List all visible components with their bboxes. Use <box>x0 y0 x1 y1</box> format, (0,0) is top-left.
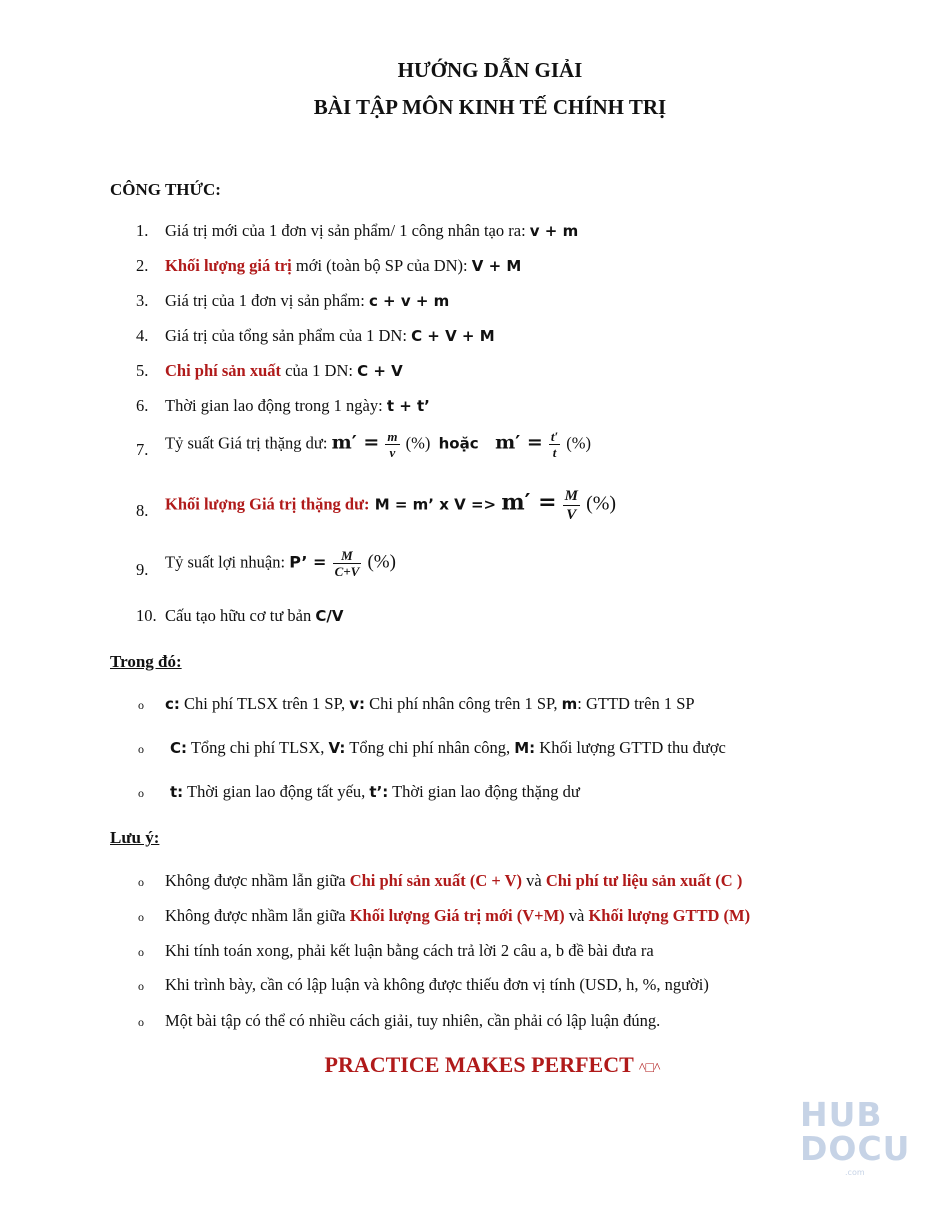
formula-math: m′ = <box>495 431 543 454</box>
formula-number: 7. <box>136 440 149 459</box>
or-label: hoặc <box>438 434 479 453</box>
formula-text: Giá trị của 1 đơn vị sản phẩm: <box>165 291 369 310</box>
formula-number: 3. <box>136 291 149 310</box>
formula-math: V + M <box>471 257 522 275</box>
formula-number: 5. <box>136 361 149 380</box>
footer-motto: PRACTICE MAKES PERFECT ^□^ <box>324 1052 661 1077</box>
formula-text: mới (toàn bộ SP của DN): <box>291 256 472 275</box>
percent: (%) <box>566 433 592 453</box>
formula-highlight: Khối lượng giá trị <box>165 256 292 275</box>
bullet-icon: o <box>138 910 144 924</box>
fraction: $\frac{m}{v}$ <box>387 429 398 460</box>
where-heading: Trong đó: <box>110 652 182 671</box>
hubdocu-logo: HUB DOCU .com <box>800 1095 911 1177</box>
formula-text: M = m’ x V => <box>369 495 502 514</box>
formula-number: 6. <box>136 396 149 415</box>
formula-number: 2. <box>136 256 149 275</box>
formula-math: C/V <box>315 607 344 625</box>
formula-number: 10. <box>136 606 157 625</box>
formula-text: Tỷ suất Giá trị thặng dư: <box>165 433 332 453</box>
title-line-2: BÀI TẬP MÔN KINH TẾ CHÍNH TRỊ <box>313 95 667 119</box>
formula-math: C + V + M <box>411 327 495 345</box>
bullet-icon: o <box>138 875 144 889</box>
formula-text: Cấu tạo hữu cơ tư bản <box>165 606 316 625</box>
formula-number: 1. <box>136 221 149 240</box>
formula-text: Tỷ suất lợi nhuận: <box>165 552 290 572</box>
bullet-icon: o <box>138 1015 144 1029</box>
notes-heading: Lưu ý: <box>110 828 160 847</box>
formula-math: P’ = <box>289 552 327 572</box>
formula-highlight: Khối lượng Giá trị thặng dư: <box>165 494 370 514</box>
formula-highlight: Chi phí sản xuất <box>165 361 282 380</box>
formula-number: 8. <box>136 501 149 520</box>
formula-text: của 1 DN: <box>281 361 358 380</box>
formula-text: Giá trị của tổng sản phẩm của 1 DN: <box>165 326 412 345</box>
formula-math: v + m <box>529 222 579 240</box>
bullet-icon: o <box>138 742 144 756</box>
title-line-1: HƯỚNG DẪN GIẢI <box>397 58 583 82</box>
percent: (%) <box>586 492 617 515</box>
fraction: $\frac{M}{C+V}$ <box>334 548 360 579</box>
bullet-icon: o <box>138 945 144 959</box>
formula-number: 4. <box>136 326 149 345</box>
smile-emoticon: ^□^ <box>638 1061 661 1076</box>
bullet-icon: o <box>138 786 144 800</box>
formula-text: Thời gian lao động trong 1 ngày: <box>165 396 387 415</box>
formula-math: C + V <box>357 362 403 380</box>
bullet-icon: o <box>138 698 144 712</box>
formula-math: m′ = <box>501 489 557 516</box>
formula-math: t + t’ <box>386 397 430 415</box>
percent: (%) <box>405 433 431 453</box>
formula-text: Giá trị mới của 1 đơn vị sản phẩm/ 1 công nhân tạo ra: <box>165 221 530 240</box>
fraction: $\frac{t'}{t}$ <box>550 429 559 460</box>
bullet-icon: o <box>138 979 144 993</box>
formula-number: 9. <box>136 560 149 579</box>
document-page: HƯỚNG DẪN GIẢI BÀI TẬP MÔN KINH TẾ CHÍNH TRỊ CÔNG THỨC: 1. Giá trị mới của 1 đơn vị sản phẩm/ 1 công nhân tạo ra: v + m 2. Khối lượng giá trị mới (toàn bộ SP của DN): V + M 3. Giá trị của 1 đơn vị sản phẩm: c + v + m 4. Giá trị của tổng sản phẩm của 1 DN: C + V + M 5. Chi phí sản xuất của 1 DN: C + V 6. Thời gian lao động trong 1 ngày: t + t’ 7. Tỷ suất Giá trị thặng dư: m′ = $\frac{m}{v}$ (%) hoặc m′ = $\frac{t'}{t}$ (%) 8. Khối lượng Giá trị thặng dư: M = m’ x V => m′ = $\frac{M}{V}$ (%) 9. Tỷ suất lợi nhuận: P’ = $\frac{M}{C+V}$ (%) 10. Cấu tạo hữu cơ tư bản C/V Trong đó: o c: Chi phí TLSX trên 1 SP, v: Chi phí nhân công trên 1 SP, m: GTTD trên 1 SP o C: Tổng chi phí TLSX, V: Tổng chi phí nhân công, M: Khối lượng GTTD thu được o t: Thời gian lao động tất yếu, t’: Thời gian lao động thặng dư Lưu ý: o Không được nhầm lẫn giữa Chi phí sản xuất (C + V) và Chi phí tư liệu sản xuất (C ) o Không được nhầm lẫn giữa Khối lượng Giá trị mới (V+M) và Khối lượng GTTD (M) o Khi tính toán xong, phải kết luận bằng cách trả lời 2 câu a, b đề bài đưa ra o Khi trình bày, cần có lập luận và không được thiếu đơn vị tính (USD, h, %, người) o Một bài tập có thể có nhiều cách giải, tuy nhiên, cần phải có lập luận đúng. PRACTICE MAKES PERFECT ^□^ HUB DOCU .com <box>0 0 935 1210</box>
percent: (%) <box>367 551 396 573</box>
formula-math: c + v + m <box>368 292 450 310</box>
fraction: $\frac{M}{V}$ <box>564 488 578 523</box>
formulas-heading: CÔNG THỨC: <box>110 180 221 199</box>
formula-math: m′ = <box>331 431 380 454</box>
